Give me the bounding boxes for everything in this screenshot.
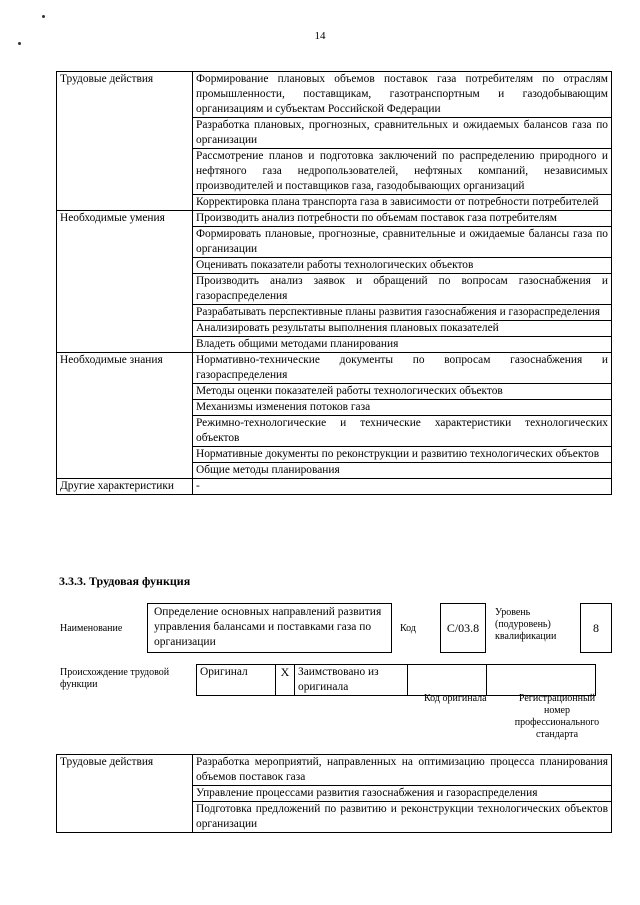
code-value: C/03.8	[440, 603, 486, 653]
row-label: Трудовые действия	[57, 755, 193, 833]
table-cell: Анализировать результаты выполнения плановых показателей	[193, 321, 612, 337]
table-cell: Разработка мероприятий, направленных на оптимизацию процесса планирования объемов поставок газа	[193, 755, 612, 786]
table-cell: Нормативные документы по реконструкции и развитию технологических объектов	[193, 447, 612, 463]
table-cell: Общие методы планирования	[193, 463, 612, 479]
table-cell: Производить анализ потребности по объемам поставок газа потребителям	[193, 211, 612, 227]
code-original-caption: Код оригинала	[424, 693, 487, 704]
table-row	[57, 72, 612, 118]
table-cell: -	[193, 479, 612, 495]
labor-actions-table	[56, 754, 612, 833]
function-name-box: Определение основных направлений развития управления балансами и поставками газа по организации	[147, 603, 392, 653]
table-cell: Нормативно-технические документы по вопросам газоснабжения и газораспределения	[193, 353, 612, 384]
table-cell: Режимно-технологические и технические характеристики технологических объектов	[193, 416, 612, 447]
row-label: Трудовые действия	[57, 72, 193, 211]
row-label: Необходимые умения	[57, 211, 193, 353]
borrowed-label: Заимствовано из оригинала	[295, 665, 408, 696]
original-mark: X	[276, 665, 295, 696]
table-cell: Механизмы изменения потоков газа	[193, 400, 612, 416]
code-original-cell	[408, 665, 487, 696]
level-label: Уровень (подуровень) квалификации	[495, 607, 557, 642]
table-row	[57, 479, 612, 495]
original-label: Оригинал	[197, 665, 276, 696]
table-cell: Разработка плановых, прогнозных, сравнительных и ожидаемых балансов газа по организации	[193, 118, 612, 149]
table-cell: Формировать плановые, прогнозные, сравнительные и ожидаемые балансы газа по организации	[193, 227, 612, 258]
name-label: Наименование	[60, 623, 123, 634]
reg-number-caption: Регистрационный номер профессионального стандарта	[514, 693, 600, 740]
table-cell: Корректировка плана транспорта газа в зависимости от потребности потребителей	[193, 195, 612, 211]
scan-mark	[42, 15, 45, 18]
table-cell: Владеть общими методами планирования	[193, 337, 612, 353]
scan-mark	[18, 42, 21, 45]
table-cell: Разрабатывать перспективные планы развития газоснабжения и газораспределения	[193, 305, 612, 321]
table-cell: Оценивать показатели работы технологических объектов	[193, 258, 612, 274]
row-label: Другие характеристики	[57, 479, 193, 495]
origin-label: Происхождение трудовой функции	[60, 667, 170, 690]
level-value: 8	[580, 603, 612, 653]
table-cell: Рассмотрение планов и подготовка заключений по распределению природного и нефтяного газа недропользователей, нефтяных компаний, независимых производителей и поставщиков газа, газодобывающих организаций	[193, 149, 612, 195]
origin-table	[196, 664, 596, 696]
table-row	[57, 353, 612, 384]
table-cell: Управление процессами развития газоснабжения и газораспределения	[193, 786, 612, 802]
code-label: Код	[400, 623, 416, 634]
work-function-table	[56, 71, 612, 495]
page-number: 14	[314, 30, 326, 42]
row-label: Необходимые знания	[57, 353, 193, 479]
table-cell: Формирование плановых объемов поставок газа потребителям по отраслям промышленности, поставщикам, газотранспортным и газодобывающим организациям и субъектам Российской Федерации	[193, 72, 612, 118]
reg-number-cell	[487, 665, 596, 696]
table-row	[57, 755, 612, 786]
labor-actions-table-body	[57, 755, 612, 833]
section-heading: 3.3.3. Трудовая функция	[59, 574, 191, 588]
table-row	[57, 211, 612, 227]
table-cell: Методы оценки показателей работы технологических объектов	[193, 384, 612, 400]
table-cell: Подготовка предложений по развитию и реконструкции технологических объектов организации	[193, 802, 612, 833]
work-function-table-body	[57, 72, 612, 495]
table-cell: Производить анализ заявок и обращений по вопросам газоснабжения и газораспределения	[193, 274, 612, 305]
